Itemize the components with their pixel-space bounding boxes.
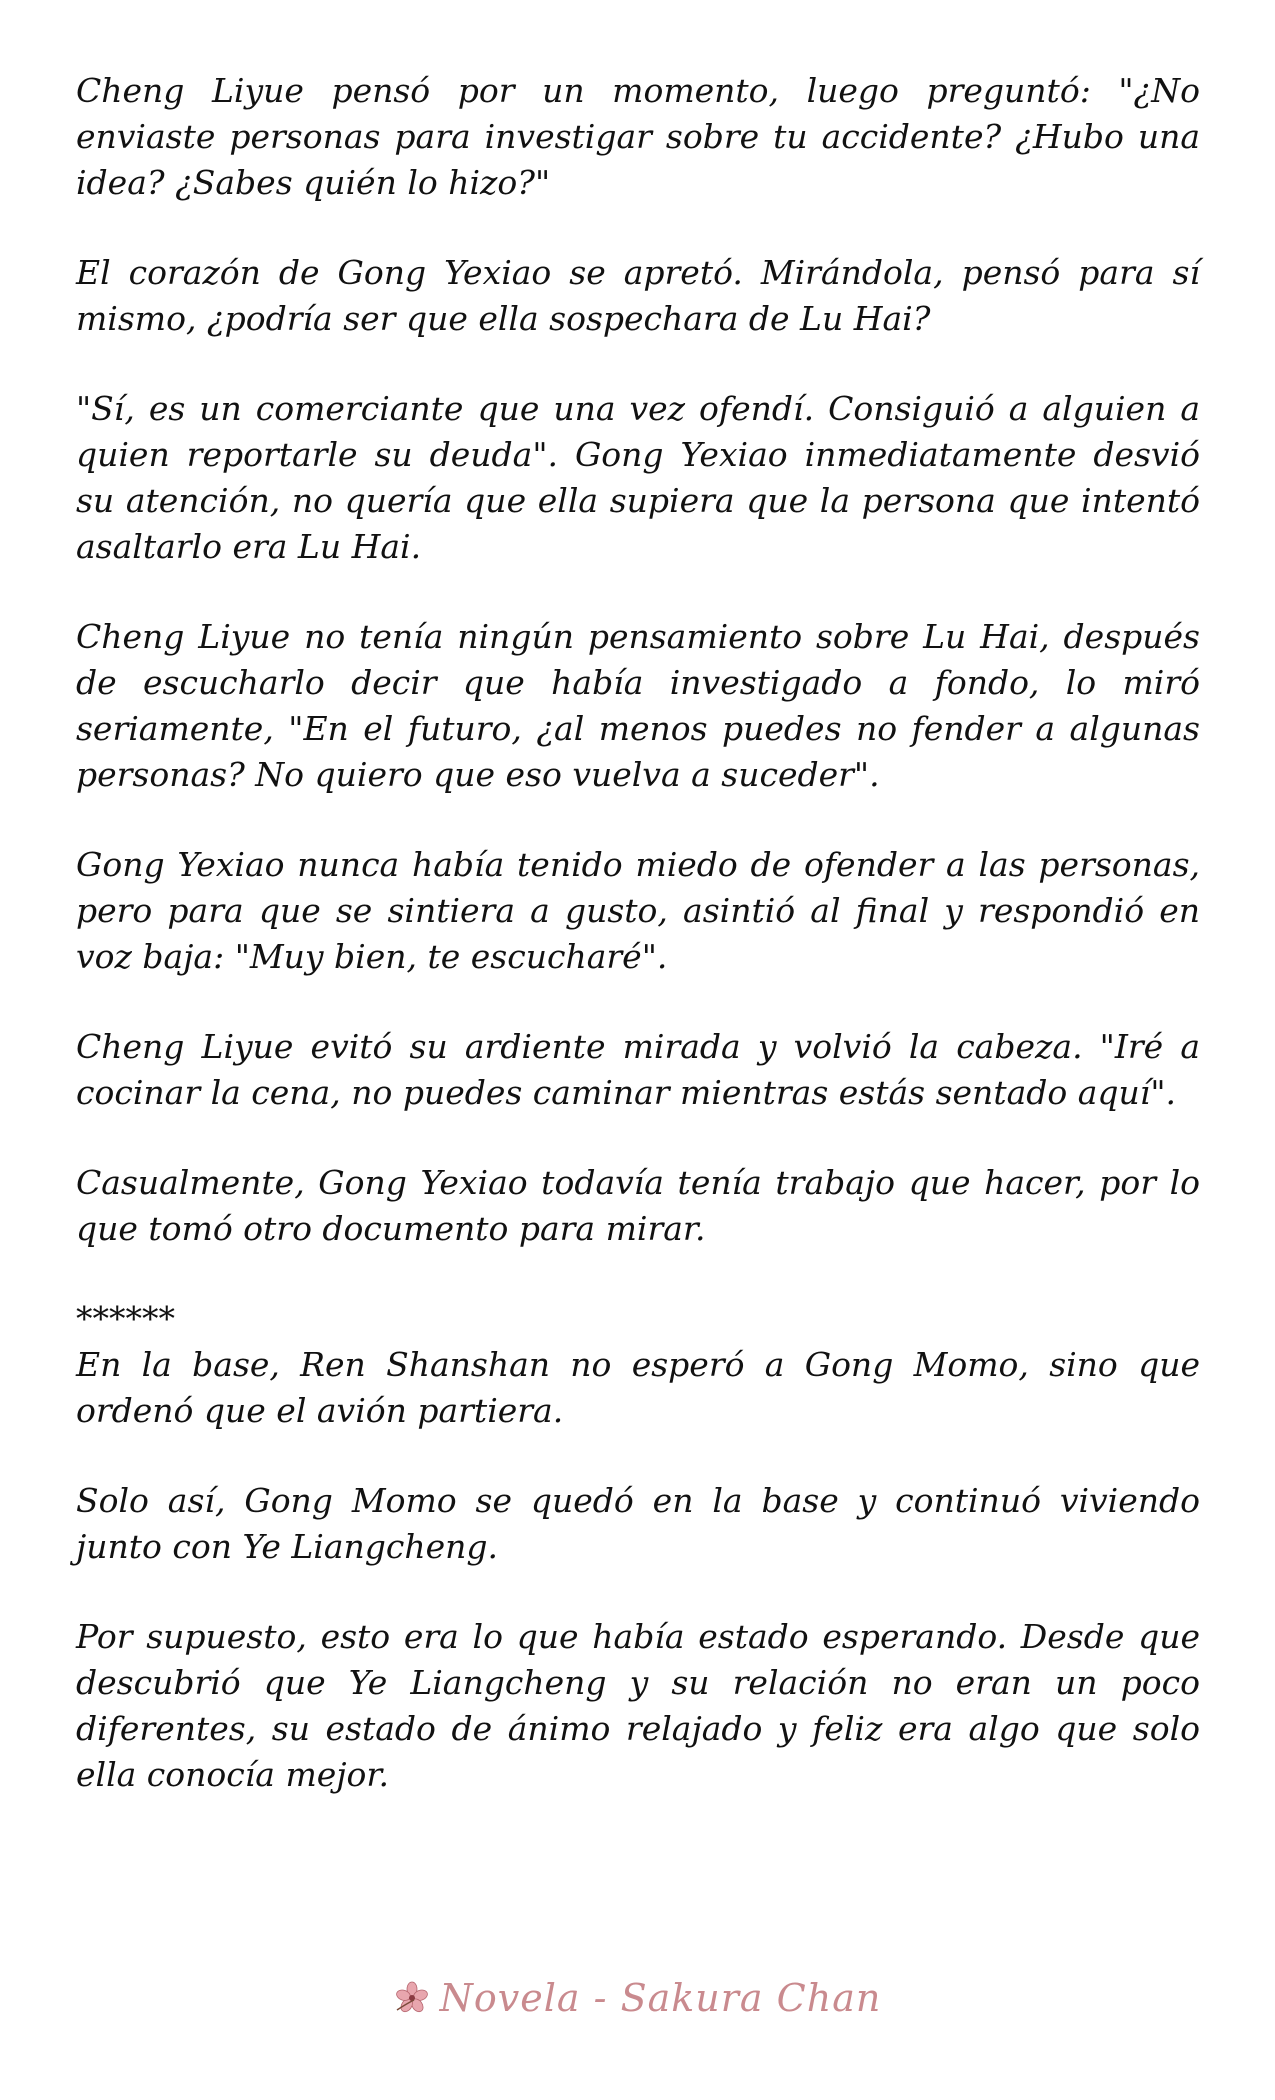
footer-watermark bbox=[0, 1976, 1275, 2020]
document-body bbox=[76, 68, 1200, 1842]
paragraph: "Sí, es un comerciante que una vez ofendí. Consiguió a alguien a quien reportarle su deuda". Gong Yexiao inmediatamente desvió su atención, no quería que ella supiera que la persona que intentó asaltarlo era Lu Hai. bbox=[76, 389, 1200, 566]
footer-text: Novela - Sakura Chan bbox=[439, 1976, 882, 2020]
sakura-flower-icon bbox=[394, 1980, 430, 2016]
paragraph: En la base, Ren Shanshan no esperó a Gong Momo, sino que ordenó que el avión partiera. bbox=[76, 1345, 1200, 1430]
paragraph: Casualmente, Gong Yexiao todavía tenía trabajo que hacer, por lo que tomó otro documento para mirar. bbox=[76, 1163, 1200, 1248]
paragraph: El corazón de Gong Yexiao se apretó. Mirándola, pensó para sí mismo, ¿podría ser que ella sospechara de Lu Hai? bbox=[76, 253, 1200, 338]
paragraph: Cheng Liyue no tenía ningún pensamiento sobre Lu Hai, después de escucharlo decir que había investigado a fondo, lo miró seriamente, "En el futuro, ¿al menos puedes no fender a algunas personas? No quiero que eso vuelva a suceder". bbox=[76, 617, 1200, 794]
paragraph: Solo así, Gong Momo se quedó en la base y continuó viviendo junto con Ye Liangcheng. bbox=[76, 1481, 1200, 1566]
scene-separator: ****** bbox=[76, 1299, 175, 1338]
paragraph: Por supuesto, esto era lo que había estado esperando. Desde que descubrió que Ye Liangcheng y su relación no eran un poco diferentes, su estado de ánimo relajado y feliz era algo que solo ella conocía mejor. bbox=[76, 1617, 1200, 1794]
paragraph: Cheng Liyue evitó su ardiente mirada y volvió la cabeza. "Iré a cocinar la cena, no puedes caminar mientras estás sentado aquí". bbox=[76, 1027, 1200, 1112]
paragraph: Gong Yexiao nunca había tenido miedo de ofender a las personas, pero para que se sintiera a gusto, asintió al final y respondió en voz baja: "Muy bien, te escucharé". bbox=[76, 845, 1200, 976]
paragraph: Cheng Liyue pensó por un momento, luego preguntó: "¿No enviaste personas para investigar sobre tu accidente? ¿Hubo una idea? ¿Sabes quién lo hizo?" bbox=[76, 71, 1200, 202]
